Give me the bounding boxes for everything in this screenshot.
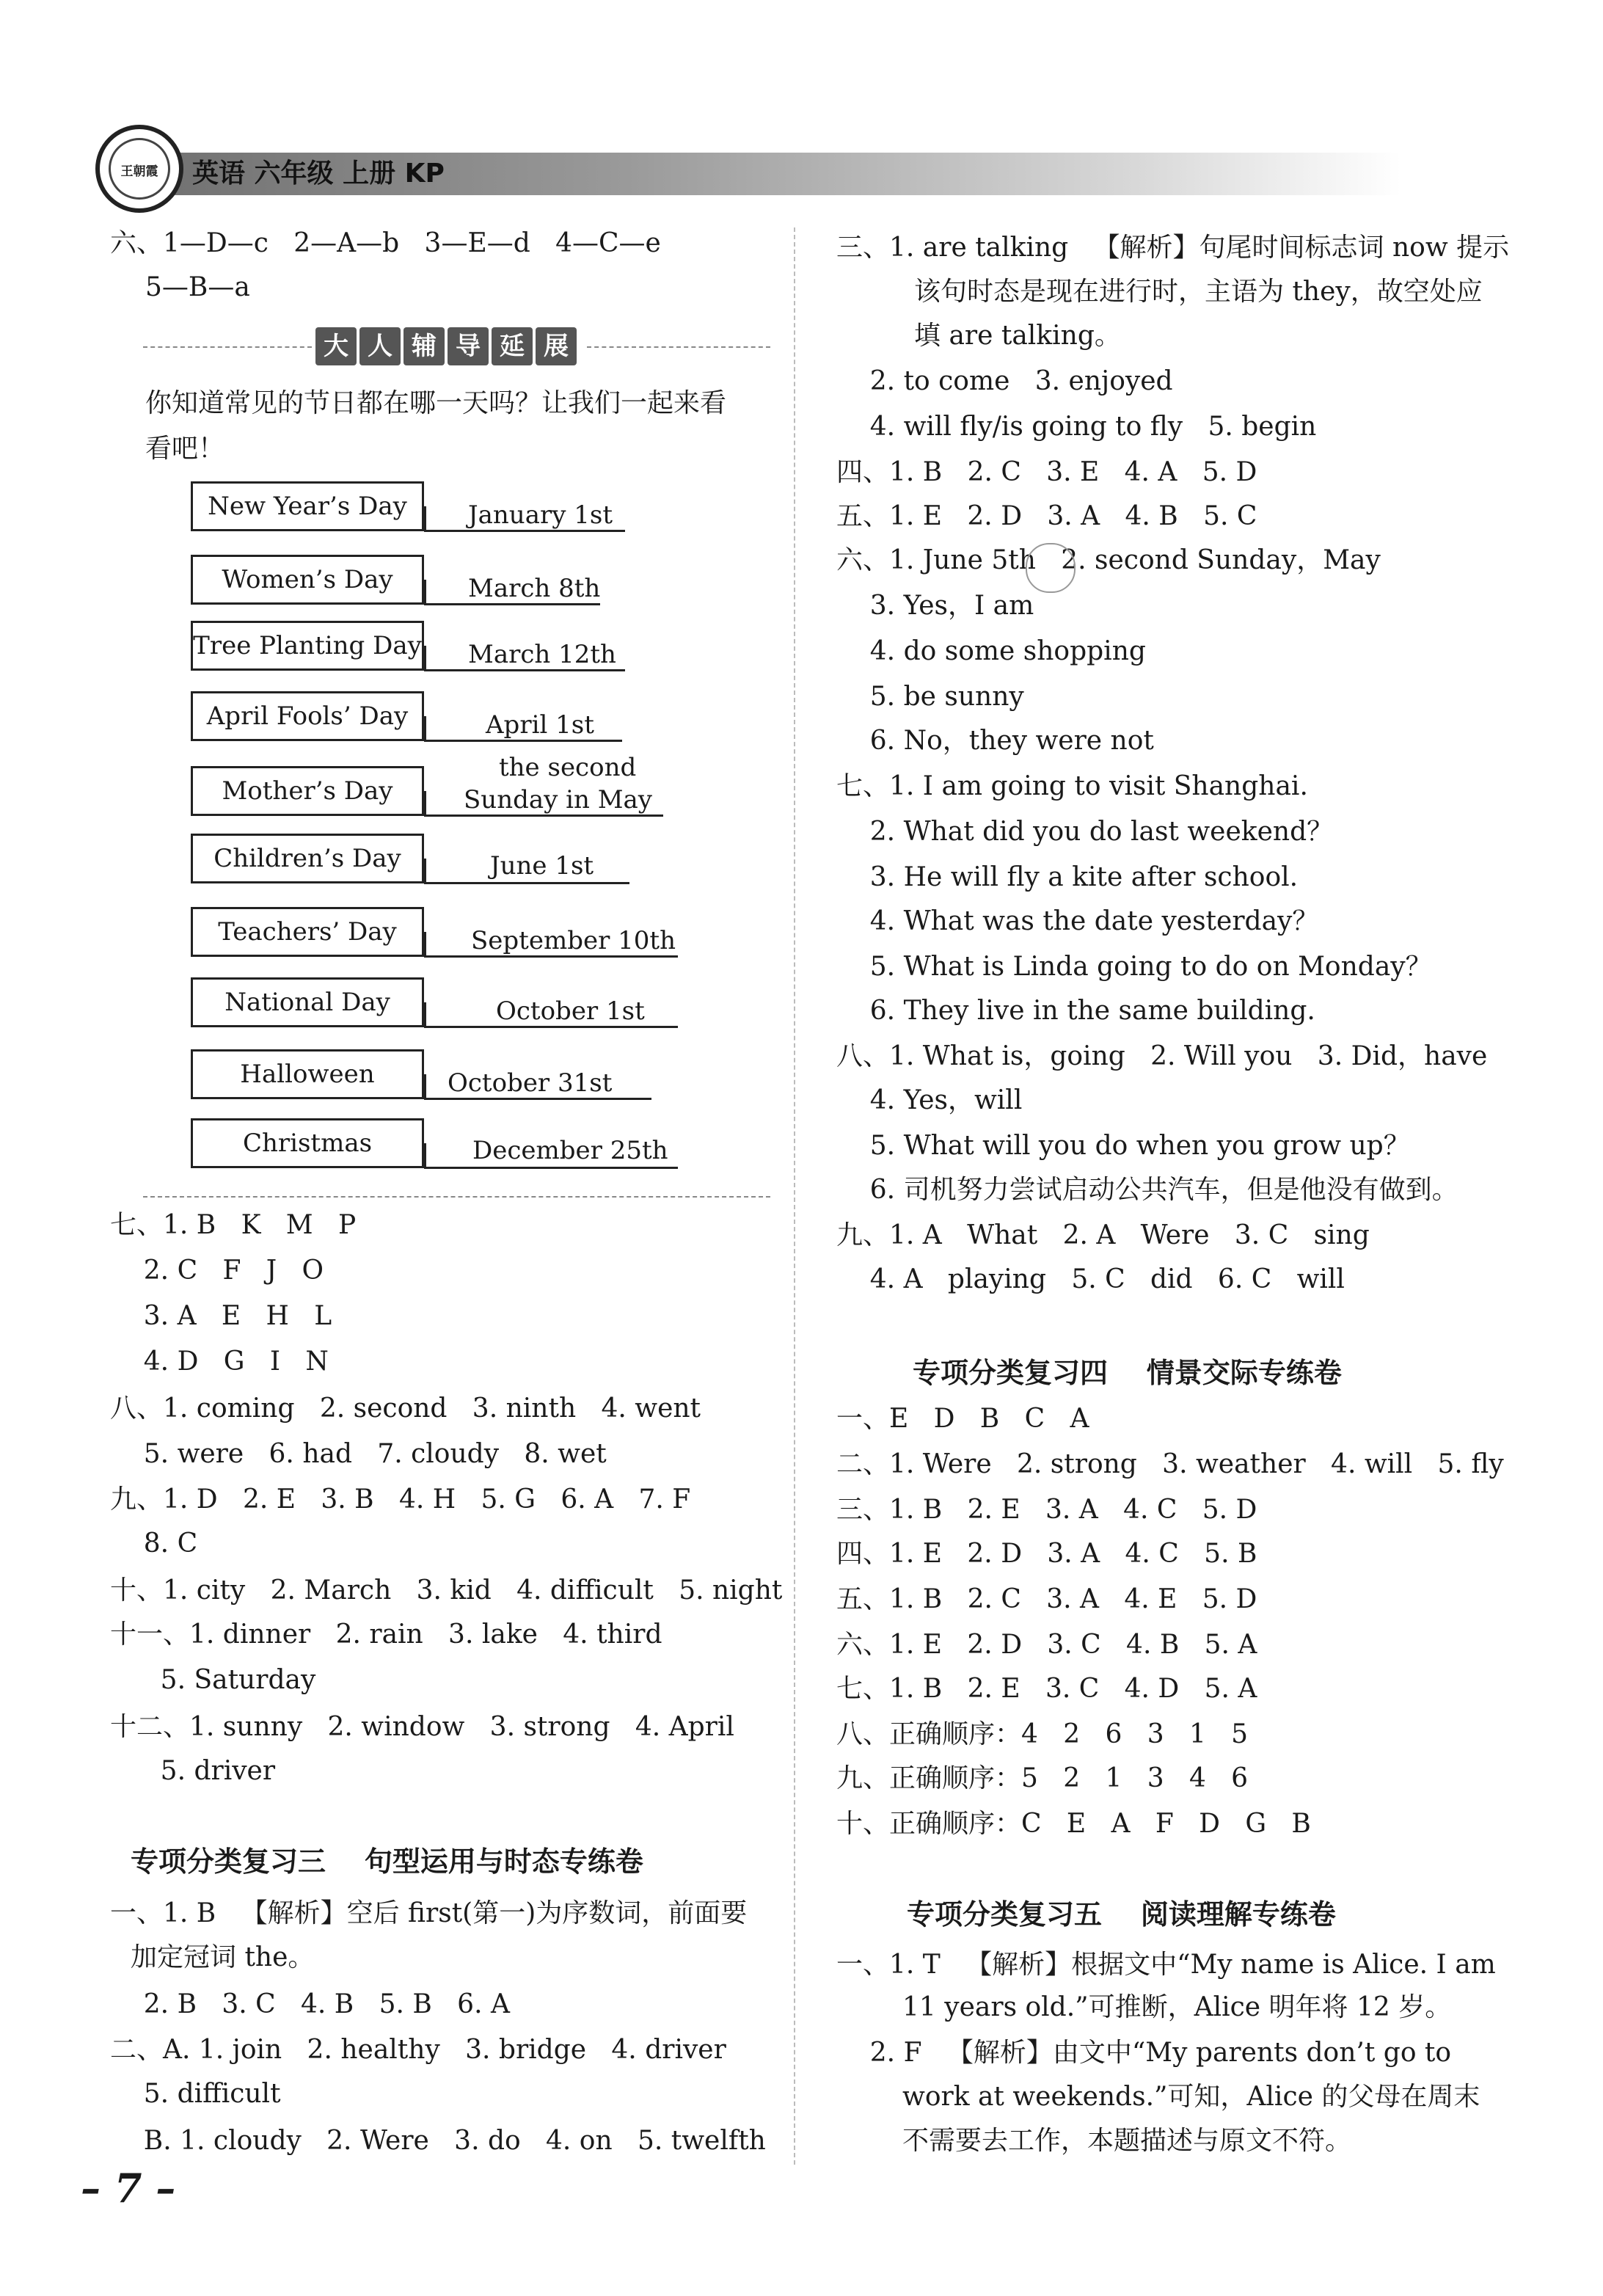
intro-text: 你知道常见的节日都在哪一天吗？让我们一起来看 <box>145 388 727 418</box>
answer-line: 3. He will fly a kite after school. <box>836 862 1299 892</box>
holiday-date: April 1st <box>486 710 594 740</box>
answer-line: work at weekends.”可知，Alice 的父母在周末 <box>902 2082 1480 2112</box>
answer-line: 六、1—D—c 2—A—b 3—E—d 4—C—e <box>110 228 661 258</box>
seal-stamp <box>1026 543 1076 593</box>
answer-line: 2. What did you do last weekend？ <box>836 817 1334 847</box>
answer-line: 九、1. D 2. E 3. B 4. H 5. G 6. A 7. F <box>110 1484 691 1515</box>
answer-line: 4. D G I N <box>110 1346 329 1377</box>
answer-line: 四、1. B 2. C 3. E 4. A 5. D <box>836 457 1257 487</box>
answer-line: 一、1. B 【解析】空后 first(第一)为序数词，前面要 <box>110 1898 748 1928</box>
answer-line: 二、A. 1. join 2. healthy 3. bridge 4. driver <box>110 2035 726 2065</box>
answer-line: 加定冠词 the。 <box>131 1942 315 1972</box>
answer-line: 5. What is Linda going to do on Monday？ <box>836 952 1432 982</box>
logo-ring <box>109 138 170 200</box>
holiday-name: April Fools’ Day <box>191 691 424 741</box>
answer-line: 6. No，they were not <box>836 726 1154 756</box>
answer-line: 4. What was the date yesterday？ <box>836 906 1319 936</box>
answer-line: 5. Saturday <box>110 1665 316 1695</box>
answer-line: 六、1. June 5th 2. second Sunday，May <box>836 545 1381 575</box>
connector <box>424 1074 426 1099</box>
answer-line: 十、1. city 2. March 3. kid 4. difficult 5. night <box>110 1575 783 1606</box>
answer-line: 5. What will you do when you grow up？ <box>836 1131 1410 1161</box>
answer-line: 5—B—a <box>145 272 250 302</box>
answer-line: 2. B 3. C 4. B 5. B 6. A <box>110 1989 510 2019</box>
answer-line: 3. A E H L <box>110 1301 332 1331</box>
section-title: 专项分类复习三 句型运用与时态专练卷 <box>131 1845 643 1878</box>
answer-line: 4. A playing 5. C did 6. C will <box>836 1264 1345 1294</box>
date-underline <box>424 882 629 884</box>
connector <box>424 791 426 816</box>
holiday-name: Teachers’ Day <box>191 907 424 957</box>
header-title: 英语 六年级 上册 KP <box>192 158 445 189</box>
answer-line: 5. driver <box>110 1756 276 1786</box>
holiday-date: October 31st <box>448 1068 613 1098</box>
connector <box>424 1143 426 1168</box>
answer-line: 2. F 【解析】由文中“My parents don’t go to <box>836 2038 1452 2068</box>
intro-text: 看吧！ <box>145 434 225 464</box>
connector <box>424 1002 426 1027</box>
section-title: 专项分类复习四 情景交际专练卷 <box>913 1357 1342 1389</box>
holiday-date: October 1st <box>496 996 645 1026</box>
holiday-name: National Day <box>191 977 424 1027</box>
answer-line: 十二、1. sunny 2. window 3. strong 4. April <box>110 1712 734 1742</box>
publisher-logo <box>95 125 183 213</box>
holiday-name: New Year’s Day <box>191 481 424 531</box>
holiday-name: Women’s Day <box>191 555 424 605</box>
answer-line: 一、E D B C A <box>836 1404 1089 1434</box>
answer-line: 十一、1. dinner 2. rain 3. lake 4. third <box>110 1619 662 1650</box>
watermark: ​ <box>275 1768 282 1820</box>
banner-char: 大 <box>315 327 357 365</box>
date-underline <box>424 1167 678 1169</box>
answer-line: 五、1. E 2. D 3. A 4. B 5. C <box>836 501 1257 531</box>
answer-line: 二、1. Were 2. strong 3. weather 4. will 5. fly <box>836 1449 1504 1479</box>
answer-line: 六、1. E 2. D 3. C 4. B 5. A <box>836 1630 1257 1660</box>
answer-line: 三、1. are talking 【解析】句尾时间标志词 now 提示 <box>836 233 1510 263</box>
answer-line: 不需要去工作，本题描述与原文不符。 <box>902 2126 1352 2156</box>
answer-line: 4. do some shopping <box>836 636 1146 666</box>
answer-line: 5. difficult <box>110 2079 281 2109</box>
answer-line: 填 are talking。 <box>914 321 1121 351</box>
answer-line: 八、正确顺序：4 2 6 3 1 5 <box>836 1719 1249 1749</box>
banner-rule-left <box>143 346 312 348</box>
connector <box>424 932 426 957</box>
banner-char: 人 <box>359 327 401 365</box>
holiday-date: December 25th <box>472 1136 668 1165</box>
logo-text: 王朝霞 <box>120 164 158 179</box>
answer-line: 4. will fly/is going to fly 5. begin <box>836 412 1317 442</box>
answer-line: 九、1. A What 2. A Were 3. C sing <box>836 1220 1370 1250</box>
answer-line: 七、1. B 2. E 3. C 4. D 5. A <box>836 1674 1257 1704</box>
answer-line: 十、正确顺序：C E A F D G B <box>836 1809 1311 1839</box>
answer-line: 五、1. B 2. C 3. A 4. E 5. D <box>836 1584 1257 1614</box>
section-title: 专项分类复习五 阅读理解专练卷 <box>907 1898 1336 1931</box>
answer-line: B. 1. cloudy 2. Were 3. do 4. on 5. twelfth <box>110 2126 766 2156</box>
answer-line: 该句时态是现在进行时，主语为 they，故空处应 <box>914 277 1483 307</box>
answer-line: 三、1. B 2. E 3. A 4. C 5. D <box>836 1495 1257 1525</box>
answer-line: 八、1. What is，going 2. Will you 3. Did，have <box>836 1041 1488 1071</box>
banner-char: 导 <box>448 327 489 365</box>
holiday-name: Christmas <box>191 1118 424 1168</box>
connector <box>424 716 426 741</box>
holiday-date: January 1st <box>468 500 613 530</box>
answer-line: 四、1. E 2. D 3. A 4. C 5. B <box>836 1539 1257 1569</box>
section-rule <box>143 1196 770 1198</box>
answer-line: 九、正确顺序：5 2 1 3 4 6 <box>836 1763 1249 1793</box>
answer-line: 七、1. I am going to visit Shanghai. <box>836 771 1308 801</box>
answer-line: 4. Yes，will <box>836 1085 1023 1115</box>
holiday-date: June 1st <box>490 851 594 881</box>
extension-banner <box>315 327 577 365</box>
holiday-date: September 10th <box>471 926 676 955</box>
answer-line: 2. to come 3. enjoyed <box>836 366 1173 396</box>
answer-line: 11 years old.”可推断，Alice 明年将 12 岁。 <box>902 1992 1452 2022</box>
holiday-name: Tree Planting Day <box>191 621 424 671</box>
answer-line: 8. C <box>110 1528 198 1559</box>
connector <box>424 646 426 671</box>
answer-line: 2. C F J O <box>110 1255 324 1286</box>
connector <box>424 580 426 605</box>
banner-char: 延 <box>492 327 533 365</box>
banner-char: 辅 <box>404 327 445 365</box>
answer-line: 5. be sunny <box>836 682 1024 712</box>
holiday-name: Mother’s Day <box>191 766 424 816</box>
answer-line: 八、1. coming 2. second 3. ninth 4. went <box>110 1393 701 1424</box>
answer-line: 5. were 6. had 7. cloudy 8. wet <box>110 1439 607 1469</box>
answer-line: 一、1. T 【解析】根据文中“My name is Alice. I am <box>836 1950 1496 1980</box>
connector <box>424 506 426 531</box>
connector <box>424 859 426 883</box>
answer-line: 3. Yes，I am <box>836 591 1034 621</box>
answer-line: 七、1. B K M P <box>110 1210 357 1240</box>
holiday-name: Halloween <box>191 1049 424 1099</box>
holiday-name: Children’s Day <box>191 834 424 883</box>
holiday-date-line1: the second <box>499 753 637 782</box>
holiday-date: March 8th <box>468 574 601 603</box>
holiday-date-line2: Sunday in May <box>464 785 653 814</box>
page-number: – 7 – <box>81 2165 176 2212</box>
banner-rule-right <box>587 346 770 348</box>
page-number-value: 7 <box>114 2165 142 2212</box>
column-divider <box>794 227 795 2165</box>
banner-char: 展 <box>536 327 577 365</box>
holiday-date: March 12th <box>468 640 616 669</box>
answer-line: 6. 司机努力尝试启动公共汽车，但是他没有做到。 <box>836 1175 1458 1205</box>
answer-line: 6. They live in the same building. <box>836 996 1315 1026</box>
